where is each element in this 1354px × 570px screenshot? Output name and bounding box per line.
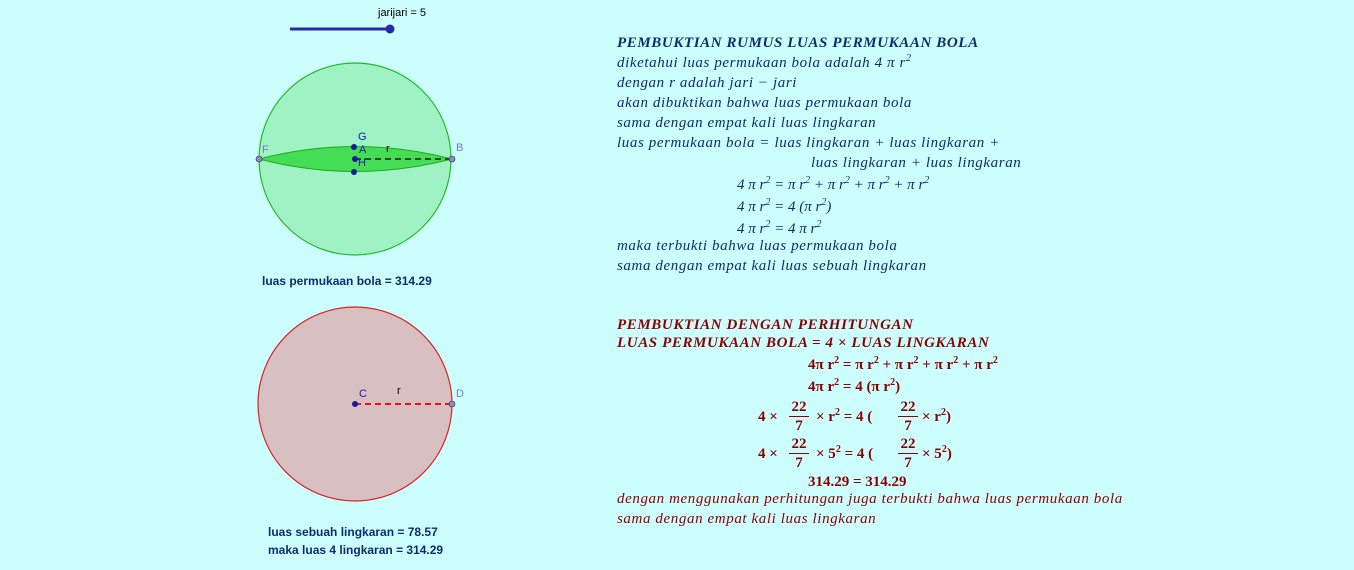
point-F-label: F bbox=[262, 144, 269, 156]
circle-area-text: luas sebuah lingkaran = 78.57 bbox=[268, 525, 438, 539]
calc-subtitle: LUAS PERMUKAAN BOLA = 4 × LUAS LINGKARAN bbox=[617, 335, 990, 351]
calc-eq4-num-1: 22 bbox=[791, 436, 807, 452]
calc-eq4-fracline-1 bbox=[789, 453, 809, 454]
calc-result: 314.29 = 314.29 bbox=[808, 474, 907, 490]
calc-eq3-den-2: 7 bbox=[904, 418, 912, 434]
calc-equation-4-prefix: 4 × bbox=[758, 446, 778, 462]
calc-equation-3-suffix: × $r^2$) bbox=[922, 407, 951, 425]
proof-line-5: luas permukaan bola = luas lingkaran + luas lingkaran + bbox=[617, 135, 1000, 151]
point-G[interactable] bbox=[351, 144, 357, 150]
calc-eq3-fracline-1 bbox=[789, 416, 809, 417]
proof-line-2: dengan r adalah jari − jari bbox=[617, 75, 798, 91]
calc-equation-3-middle: × $r^2 = 4$ ( bbox=[816, 407, 873, 425]
proof-equation-3: 4 π $r^2 = 4$ π $r^2$ bbox=[737, 219, 822, 237]
point-A-label: A bbox=[359, 144, 367, 156]
proof-conclusion-2: sama dengan empat kali luas sebuah lingkaran bbox=[617, 258, 927, 274]
point-F[interactable] bbox=[256, 156, 262, 162]
proof-conclusion-1: maka terbukti bahwa luas permukaan bola bbox=[617, 238, 898, 254]
calc-eq4-den-1: 7 bbox=[795, 455, 803, 471]
sphere-radius-label: r bbox=[386, 143, 390, 155]
calc-title: PEMBUKTIAN DENGAN PERHITUNGAN bbox=[617, 317, 914, 333]
proof-equation-1: 4 π $r^2 = \pi$ $r^2 + \pi$ $r^2 + \pi$ $r^2 + \pi$ $r^2$ bbox=[737, 175, 930, 193]
point-C-label: C bbox=[359, 388, 367, 400]
calc-equation-1: 4π $r^2 = \pi$ $r^2 + \pi$ $r^2 + \pi$ $r^2 + \pi$ $r^2$ bbox=[808, 355, 998, 373]
four-circles-area-text: maka luas 4 lingkaran = 314.29 bbox=[268, 543, 444, 557]
calc-equation-4-suffix: × $5^2$) bbox=[922, 444, 952, 462]
calc-eq3-num-1: 22 bbox=[791, 399, 807, 415]
point-G-label: G bbox=[358, 131, 367, 143]
proof-title: PEMBUKTIAN RUMUS LUAS PERMUKAAN BOLA bbox=[617, 35, 979, 51]
point-C[interactable] bbox=[352, 401, 358, 407]
circle-radius-label: r bbox=[397, 385, 401, 397]
proof-line-3: akan dibuktikan bahwa luas permukaan bola bbox=[617, 95, 912, 111]
proof-equation-2: 4 π $r^2 = 4$ (π $r^2$) bbox=[737, 197, 832, 215]
point-D-label: D bbox=[456, 388, 464, 400]
calc-eq4-num-2: 22 bbox=[900, 436, 916, 452]
point-B-label: B bbox=[456, 142, 464, 154]
calc-conclusion-2: sama dengan empat kali luas lingkaran bbox=[617, 511, 877, 527]
point-H-label: H bbox=[358, 157, 366, 169]
calc-eq3-fracline-2 bbox=[898, 416, 918, 417]
calc-eq3-num-2: 22 bbox=[900, 399, 916, 415]
calc-eq4-den-2: 7 bbox=[904, 455, 912, 471]
proof-line-4: sama dengan empat kali luas lingkaran bbox=[617, 115, 877, 131]
proof-line-6: luas lingkaran + luas lingkaran bbox=[811, 155, 1022, 171]
calc-equation-4-middle: × $5^2 = 4$ ( bbox=[816, 444, 874, 462]
calc-conclusion-1: dengan menggunakan perhitungan juga terbukti bahwa luas permukaan bola bbox=[617, 491, 1123, 507]
slider-handle[interactable] bbox=[386, 25, 395, 34]
calc-eq3-den-1: 7 bbox=[795, 418, 803, 434]
point-D[interactable] bbox=[449, 401, 455, 407]
point-B[interactable] bbox=[449, 156, 455, 162]
calc-equation-2: 4π $r^2 = 4$ (π $r^2$) bbox=[808, 377, 901, 395]
point-H[interactable] bbox=[351, 169, 357, 175]
sphere-area-text: luas permukaan bola = 314.29 bbox=[262, 274, 432, 288]
calc-eq4-fracline-2 bbox=[898, 453, 918, 454]
proof-line-1: diketahui luas permukaan bola adalah 4 π $r^2$ bbox=[617, 53, 912, 71]
calc-equation-3-prefix: 4 × bbox=[758, 409, 778, 425]
slider-label: jarijari = 5 bbox=[378, 7, 426, 19]
